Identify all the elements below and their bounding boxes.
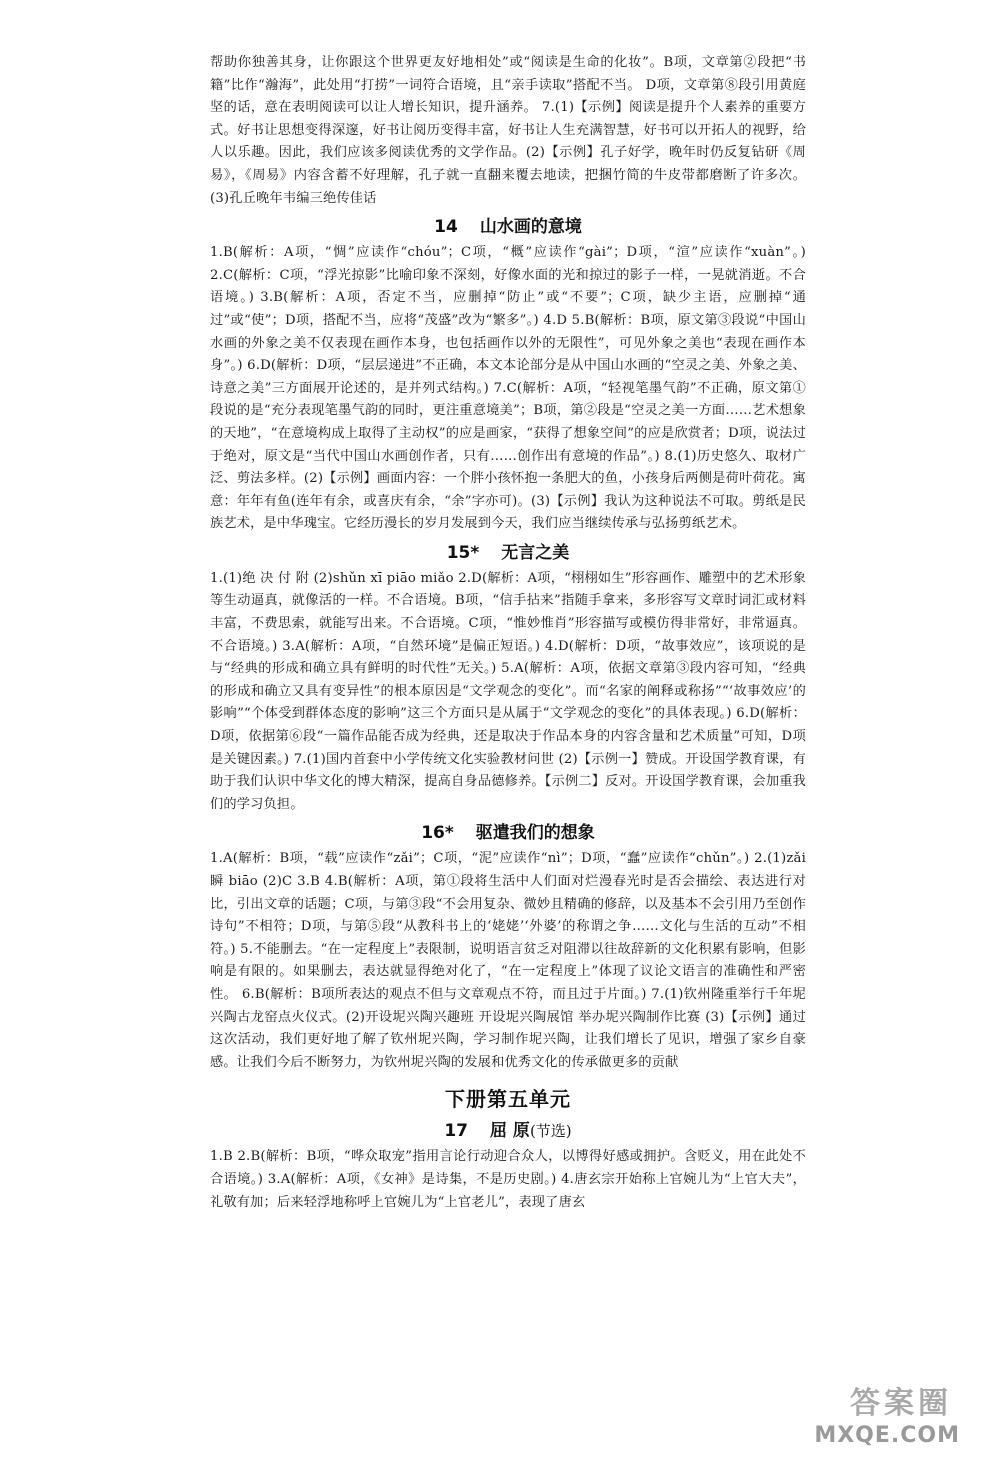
lesson-heading <box>210 540 806 566</box>
answer-paragraph: 1.B(解析：A项，“惆”应读作“chóu”；C项，“概”应读作“gài”；D项，“渲”应读作“xuàn”。) 2.C(解析：C项，“浮光掠影”比喻印象不深刻，好像水面的光和掠过的影子一样，一晃就消逝。不合语境。) 3.B(解析：A项，否定不当，应删掉“防止”或“不要”；C项，缺少主语，应删掉“通过”或“使”；D项，搭配不当，应将“茂盛”改为“繁多”。) 4.D 5.B(解析：B项，原文第③段说“中国山水画的外象之美不仅表现在画作本身，也包括画作以外的无限性”，可见外象之美也“表现在画作本身”。) 6.D(解析：D项，“层层递进”不正确，本文本论部分是从中国山水画的“空灵之美、外象之美、诗意之美”三方面展开论述的，是并列式结构。) 7.C(解析：A项，“轻视笔墨气韵”不正确，原文第①段说的是“充分表现笔墨气韵的同时，更注重意境美”；B项，第②段是“空灵之美一方面……艺术想象的天地”，“在意境构成上取得了主动权”的应是画家，“获得了想象空间”的应是欣赏者；D项，说法过于绝对，原文是“当代中国山水画创作者，只有……创作出有意境的作品”。) 8.(1)历史悠久、取材广泛、剪法多样。(2)【示例】画面内容：一个胖小孩怀抱一条肥大的鱼，小孩身后两侧是荷叶荷花。寓意：年年有鱼(连年有余，或喜庆有余，“余”字亦可)。(3)【示例】我认为这种说法不可取。剪纸是民族艺术，是中华瑰宝。它经历漫长的岁月发展到今天，我们应当继续传承与弘扬剪纸艺术。 <box>210 245 806 532</box>
answer-paragraph: 1.A(解析：B项，“载”应读作“zǎi”；C项，“泥”应读作“nì”；D项，“蠢”应读作“chǔn”。) 2.(1)zǎi 瞬 biāo (2)C 3.B 4.B(解析：A项，第①段将生活中人们面对烂漫春光时是否会描绘、表达进行对比，引出文章的话题；C项，与第③段“不会用复杂、微妙且精确的修辞，以及基本不会引用乃至创作诗句”不相符；D项，与第⑤段“从教科书上的‘姥姥’‘外婆’的称谓之争……文化与生活的互动”不相符。) 5.不能删去。“在一定程度上”表限制，说明语言贫乏对阻滞以往故辞新的文化积累有影响，但影响是有限的。如果删去，表达就显得绝对化了，“在一定程度上”体现了议论文语言的准确性和严密性。 6.B(解析：B项所表达的观点不但与文章观点不符，而且过于片面。) 7.(1)钦州隆重举行千年坭兴陶古龙窑点火仪式。(2)开设坭兴陶兴趣班 开设坭兴陶展馆 举办坭兴陶制作比赛 (3)【示例】通过这次活动，我们更好地了解了钦州坭兴陶，学习制作坭兴陶，让我们增长了见识，增强了家乡自豪感。让我们今后不断努力，为钦州坭兴陶的发展和优秀文化的传承做更多的贡献 <box>210 851 806 1070</box>
lesson-subtitle: (节选) <box>529 1122 572 1141</box>
lesson-number: 14 <box>434 217 458 238</box>
answer-paragraph: 帮助你独善其身，让你跟这个世界更友好地相处”或“阅读是生命的化妆”。B项，文章第②段把“书籍”比作“瀚海”，此处用“打捞”一词符合语境，且“亲手读取”搭配不当。 D项，文章第⑧段引用黄庭坚的话，意在表明阅读可以让人增长知识，提升涵养。 7.(1)【示例】阅读是提升个人素养的重要方式。好书让思想变得深邃，好书让阅历变得丰富，好书让人生充满智慧，好书可以开拓人的视野，给人以乐趣。因此，我们应该多阅读优秀的文学作品。(2)【示例】孔子好学，晚年时仍反复钻研《周易》，《周易》内容含蓄不好理解，孔子就一直翻来覆去地读，把捆竹简的牛皮带都磨断了许多次。 (3)孔丘晚年韦编三绝传佳话 <box>210 55 806 206</box>
lesson-title: 屈 原 <box>490 1121 530 1142</box>
lesson-title: 山水画的意境 <box>479 217 582 238</box>
lesson-title: 无言之美 <box>501 542 570 563</box>
unit-heading: 下册第五单元 <box>445 1087 571 1112</box>
watermark-en: MXQE.COM <box>814 1423 960 1448</box>
lesson-number: 15* <box>446 542 480 563</box>
lesson-number: 17 <box>444 1121 469 1142</box>
watermark-cn: 答案圈 <box>850 1386 952 1421</box>
lesson-heading <box>210 214 806 240</box>
lesson-number: 16* <box>421 823 454 844</box>
answer-paragraph: 1.B 2.B(解析：B项，“哗众取宠”指用言论行动迎合众人，以博得好感或拥护。含贬义，用在此处不合语境。) 3.A(解析：A项，《女神》是诗集，不是历史剧。) 4.唐玄宗开始称上官婉儿为“上官大夫”，礼敬有加；后来轻浮地称呼上官婉儿为“上官老儿”，表现了唐玄 <box>210 1149 806 1210</box>
answer-paragraph: 1.(1)绝 决 付 附 (2)shǔn xī piāo miǎo 2.D(解析：A项，“栩栩如生”形容画作、雕塑中的艺术形象等生动逼真，就像活的一样。不合语境。B项，“信手拈来”指随手拿来，多形容写文章时词汇或材料丰富，不费思索，就能写出来。不合语境。C项，“惟妙惟肖”形容描写或模仿得非常好，非常逼真。不合语境。) 3.A(解析：A项，“自然环境”是偏正短语。) 4.D(解析：D项，“故事效应”，该项说的是与“经典的形成和确立具有鲜明的时代性”无关。) 5.A(解析：A项，依据文章第③段内容可知，“经典的形成和确立又具有变异性”的根本原因是“文学观念的变化”。而“名家的阐释或称扬”“‘故事效应’的影响”“个体受到群体态度的影响”这三个方面只是从属于“文学观念的变化”的具体表现。) 6.D(解析：D项，依据第⑥段“一篇作品能否成为经典，还是取决于作品本身的内容含量和艺术质量”可知，D项是关键因素。) 7.(1)国内首套中小学传统文化实验教材问世 (2)【示例一】赞成。开设国学教育课，有助于我们认识中华文化的博大精深，提高自身品德修养。【示例二】反对。开设国学教育课，会加重我们的学习负担。 <box>210 570 806 812</box>
answer-page <box>210 52 806 1214</box>
lesson-title: 驱遣我们的想象 <box>475 823 595 844</box>
lesson-heading <box>210 820 806 846</box>
lesson-heading <box>210 1118 806 1144</box>
